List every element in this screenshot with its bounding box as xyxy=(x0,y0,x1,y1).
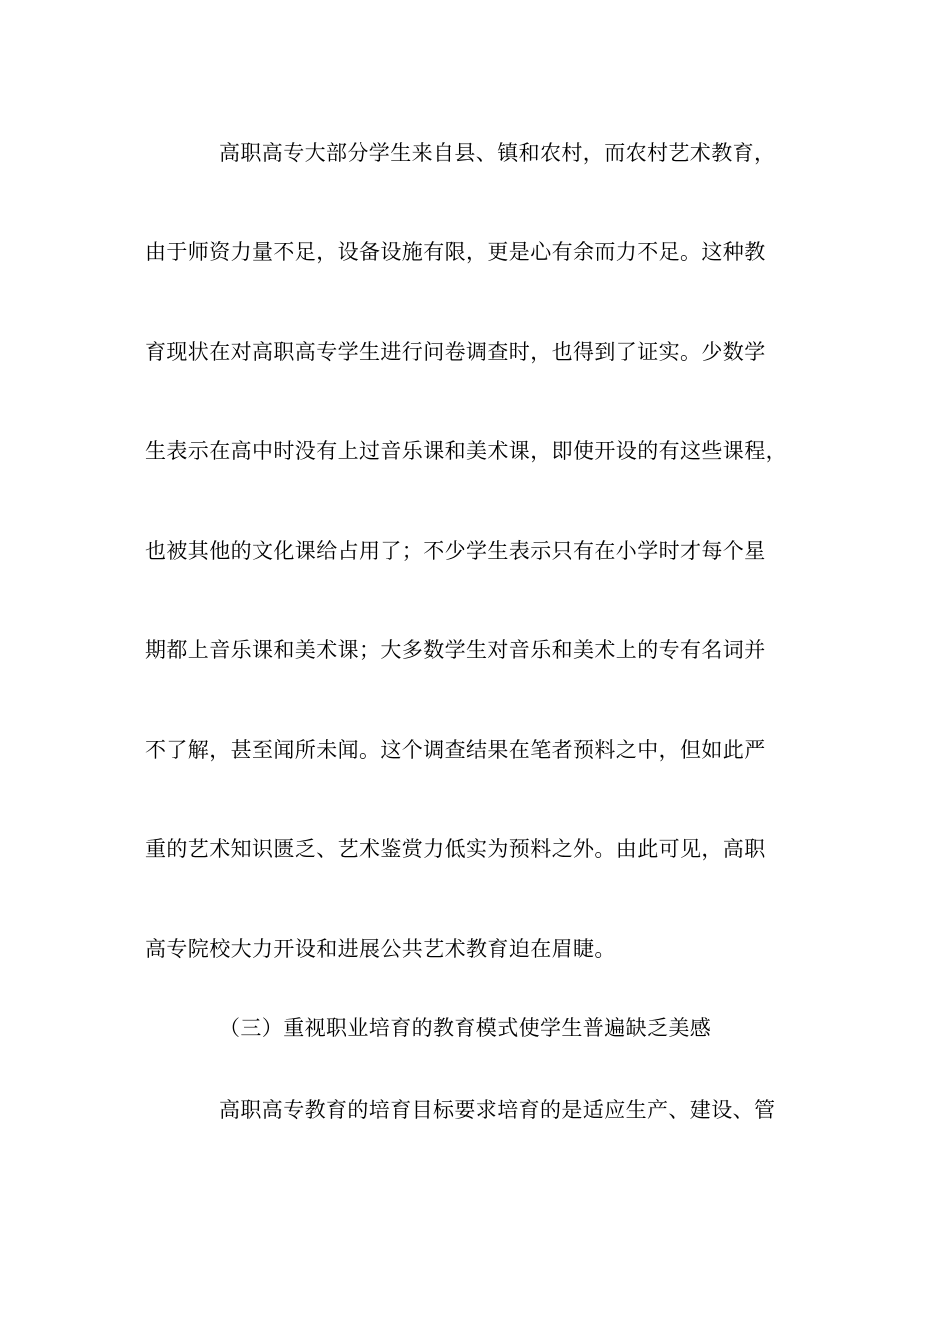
paragraph-line: 高职高专教育的培育目标要求培育的是适应生产、建设、管 xyxy=(219,1098,776,1122)
paragraph-line: 重的艺术知识匮乏、艺术鉴赏力低实为预料之外。由此可见，高职 xyxy=(145,837,766,861)
paragraph-line: 期都上音乐课和美术课；大多数学生对音乐和美术上的专有名词并 xyxy=(145,638,766,662)
paragraph-line: 高专院校大力开设和进展公共艺术教育迫在眉睫。 xyxy=(145,937,616,961)
paragraph-line: 育现状在对高职高专学生进行问卷调查时，也得到了证实。少数学 xyxy=(145,340,766,364)
paragraph-line: 高职高专大部分学生来自县、镇和农村，而农村艺术教育， xyxy=(219,141,776,165)
paragraph-line: 生表示在高中时没有上过音乐课和美术课，即使开设的有这些课程， xyxy=(145,439,787,463)
paragraph-line: 不了解，甚至闻所未闻。这个调查结果在笔者预料之中，但如此严 xyxy=(145,738,766,762)
section-heading: （三）重视职业培育的教育模式使学生普遍缺乏美感 xyxy=(219,1016,712,1040)
paragraph-line: 也被其他的文化课给占用了；不少学生表示只有在小学时才每个星 xyxy=(145,539,766,563)
paragraph-line: 由于师资力量不足，设备设施有限，更是心有余而力不足。这种教 xyxy=(145,240,766,264)
